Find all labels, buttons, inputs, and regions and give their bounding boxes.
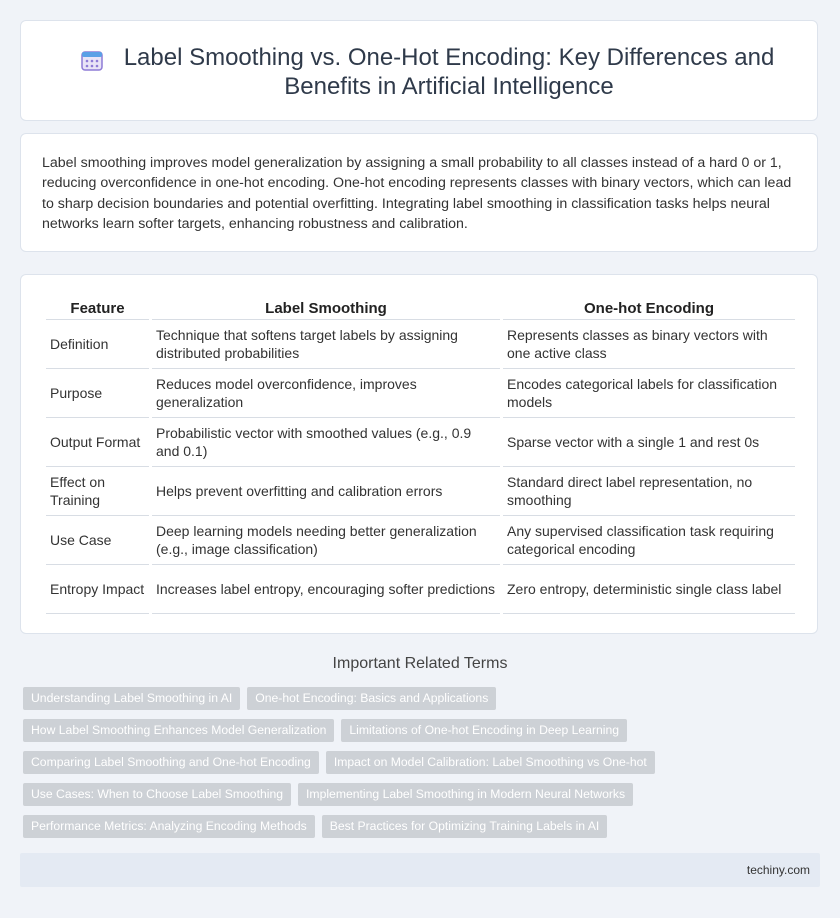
related-term-tag[interactable]: Limitations of One-hot Encoding in Deep Learning: [341, 719, 627, 742]
page-title: Label Smoothing vs. One-Hot Encoding: Key Differences and Benefits in Artificial Intelligence: [123, 44, 775, 100]
table-header-row: [46, 295, 795, 320]
header-label-smoothing: Label Smoothing: [152, 295, 500, 320]
one-hot-cell: Represents classes as binary vectors with one active class: [503, 320, 795, 369]
feature-cell: Entropy Impact: [46, 565, 149, 614]
comparison-card: [20, 274, 818, 634]
table-row: [46, 418, 795, 467]
one-hot-cell: Standard direct label representation, no smoothing: [503, 467, 795, 516]
related-terms-title: Important Related Terms: [332, 655, 508, 672]
feature-cell: Output Format: [46, 418, 149, 467]
header-feature: Feature: [46, 295, 149, 320]
intro-paragraph: Label smoothing improves model generalization by assigning a small probability to all classes instead of a hard 0 or 1, reducing overconfidence in one-hot encoding. One-hot encoding represents classes with binary vectors, which can lead to sharp decision boundaries and potential overfitting. Integrating label smoothing in classification tasks helps neural networks learn softer targets, enhancing robustness and calibration.: [42, 155, 792, 233]
comparison-table: [43, 295, 798, 614]
related-term-tag[interactable]: Best Practices for Optimizing Training Labels in AI: [322, 815, 608, 838]
one-hot-cell: Encodes categorical labels for classification models: [503, 369, 795, 418]
related-term-tag[interactable]: Impact on Model Calibration: Label Smoothing vs One-hot: [326, 751, 655, 774]
feature-cell: Effect on Training: [46, 467, 149, 516]
label-smoothing-cell: Increases label entropy, encouraging softer predictions: [152, 565, 500, 614]
title-card: [20, 20, 818, 121]
feature-cell: Definition: [46, 320, 149, 369]
footer: [20, 853, 820, 887]
related-term-tag[interactable]: How Label Smoothing Enhances Model Generalization: [23, 719, 334, 742]
footer-brand[interactable]: techiny.com: [746, 863, 810, 877]
feature-cell: Use Case: [46, 516, 149, 565]
related-term-tag[interactable]: Use Cases: When to Choose Label Smoothing: [23, 783, 291, 806]
label-smoothing-cell: Deep learning models needing better generalization (e.g., image classification): [152, 516, 500, 565]
related-terms-list: [23, 687, 813, 838]
table-row: [46, 467, 795, 516]
table-row: [46, 369, 795, 418]
related-term-tag[interactable]: Understanding Label Smoothing in AI: [23, 687, 240, 710]
related-term-tag[interactable]: Comparing Label Smoothing and One-hot Encoding: [23, 751, 319, 774]
one-hot-cell: Zero entropy, deterministic single class label: [503, 565, 795, 614]
related-term-tag[interactable]: One-hot Encoding: Basics and Applications: [247, 687, 496, 710]
one-hot-cell: Any supervised classification task requiring categorical encoding: [503, 516, 795, 565]
one-hot-cell: Sparse vector with a single 1 and rest 0s: [503, 418, 795, 467]
related-term-tag[interactable]: Performance Metrics: Analyzing Encoding Methods: [23, 815, 315, 838]
table-row: [46, 320, 795, 369]
related-term-tag[interactable]: Implementing Label Smoothing in Modern Neural Networks: [298, 783, 633, 806]
table-row: [46, 516, 795, 565]
label-smoothing-cell: Technique that softens target labels by assigning distributed probabilities: [152, 320, 500, 369]
label-smoothing-cell: Probabilistic vector with smoothed values (e.g., 0.9 and 0.1): [152, 418, 500, 467]
intro-card: [20, 133, 818, 252]
label-smoothing-cell: Reduces model overconfidence, improves generalization: [152, 369, 500, 418]
label-smoothing-cell: Helps prevent overfitting and calibration errors: [152, 467, 500, 516]
feature-cell: Purpose: [46, 369, 149, 418]
header-one-hot: One-hot Encoding: [503, 295, 795, 320]
table-row: [46, 565, 795, 614]
